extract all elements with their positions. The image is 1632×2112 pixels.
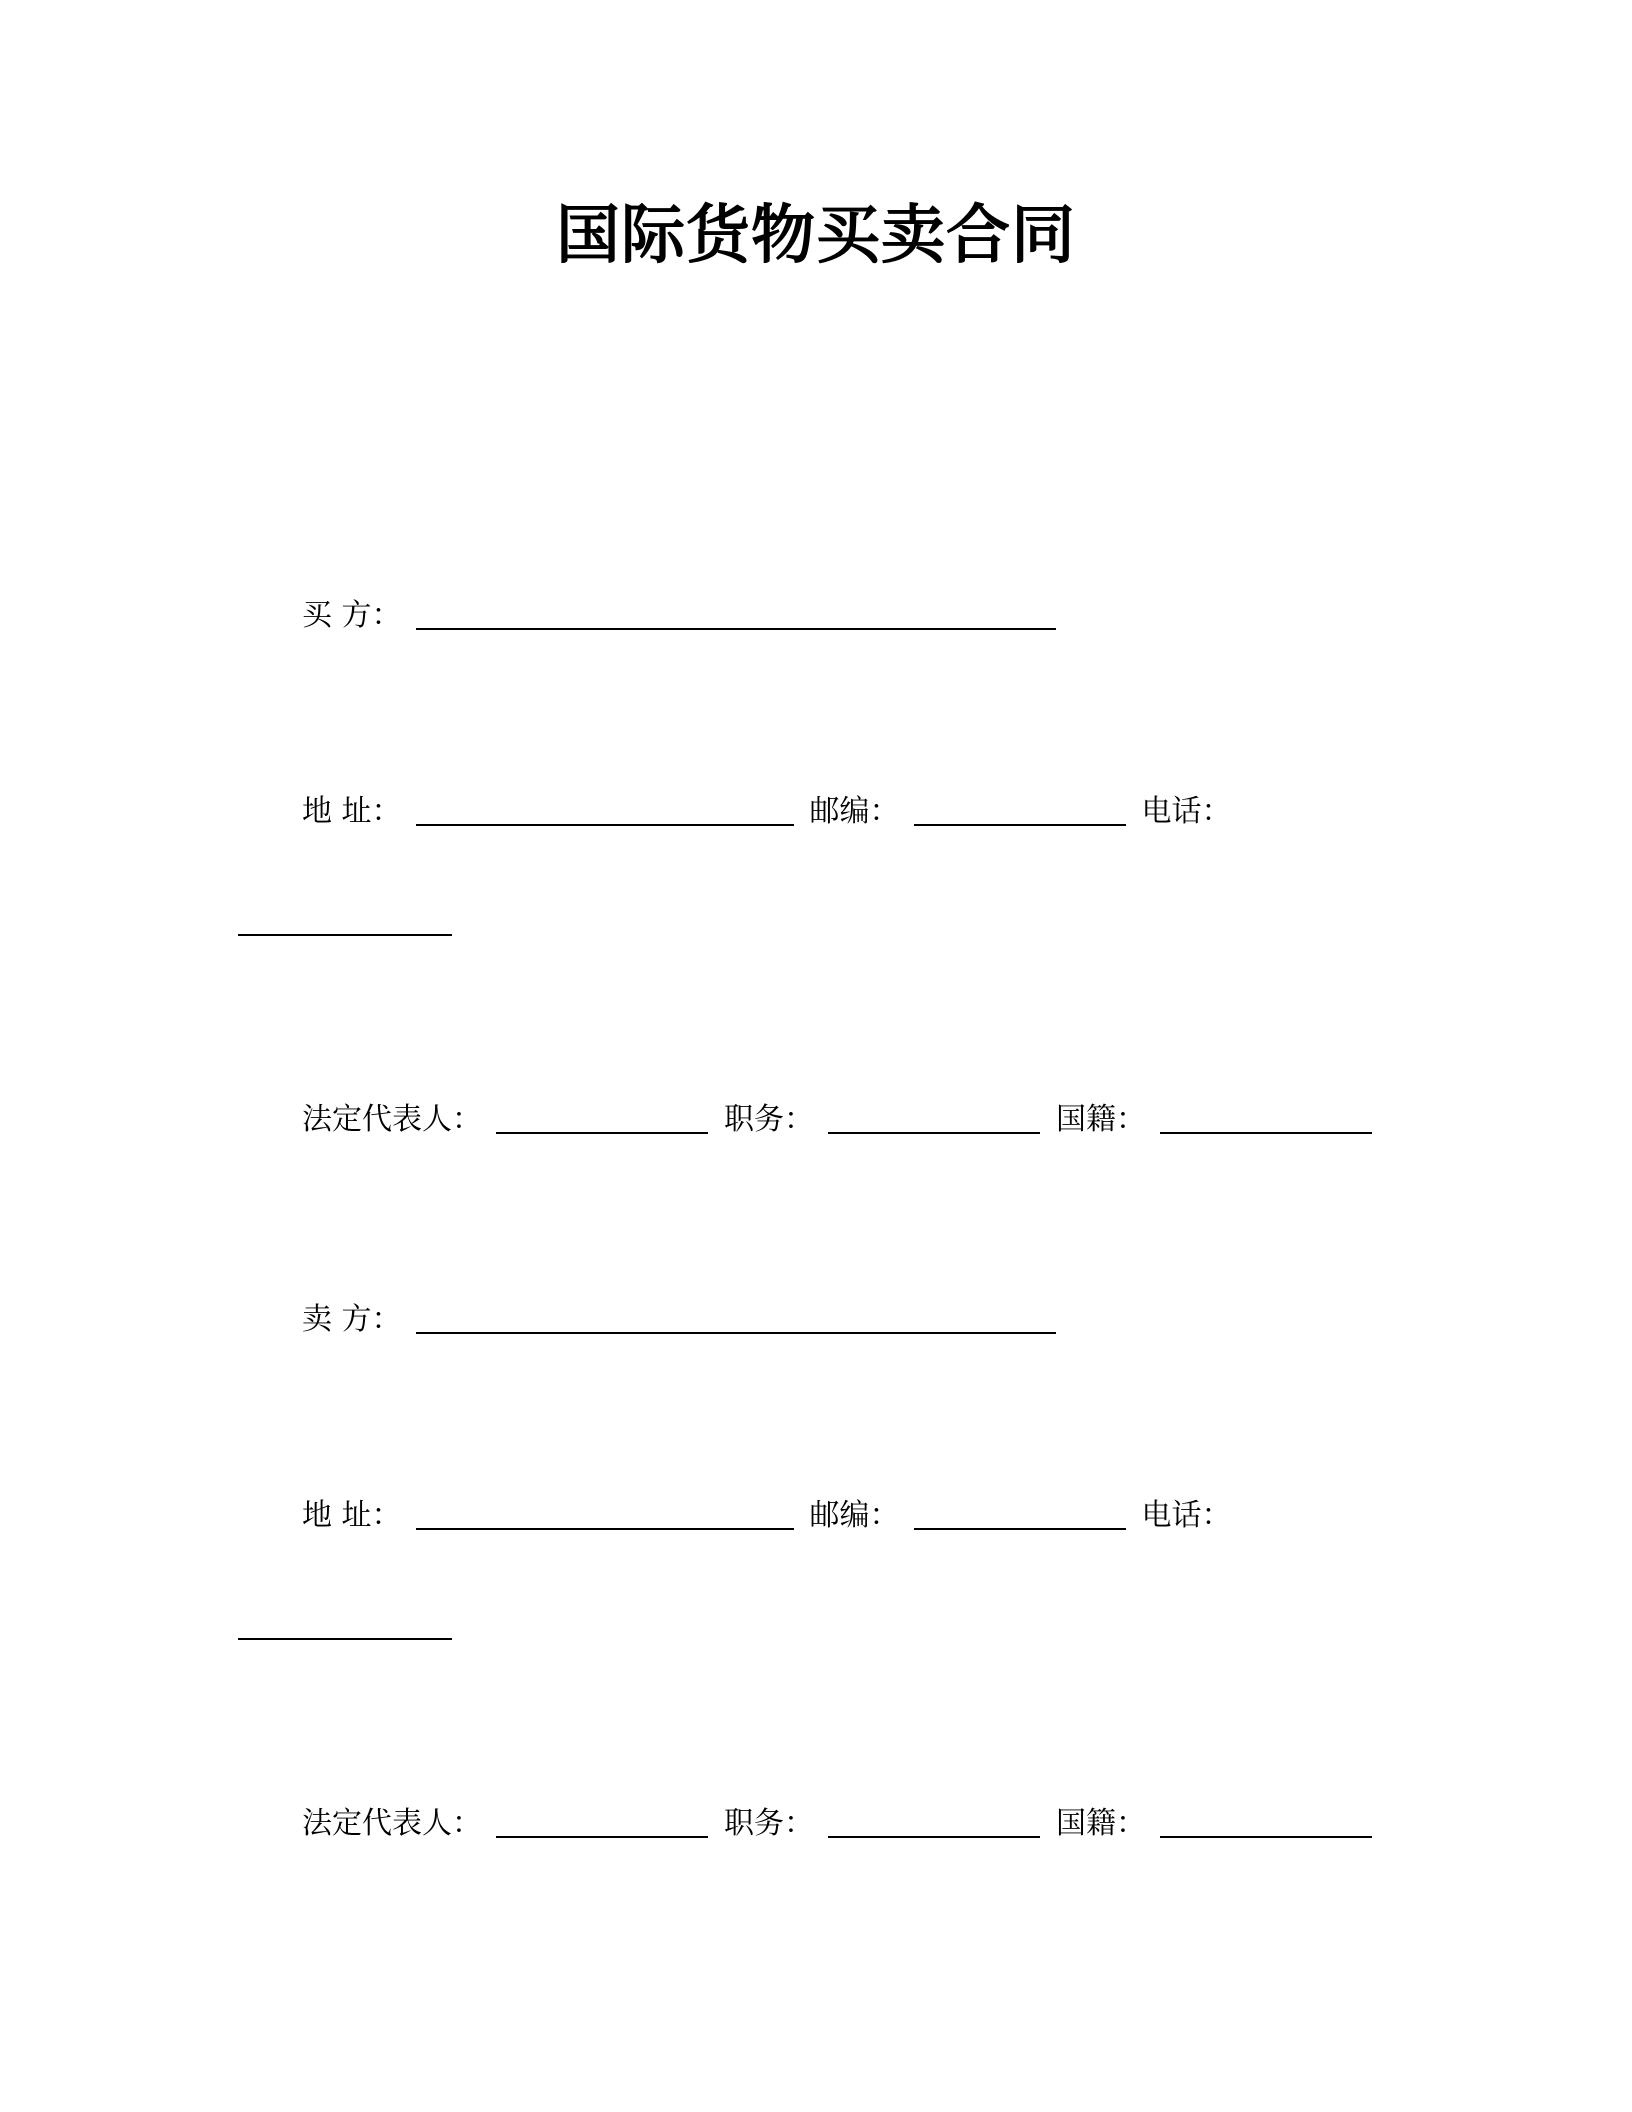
seller-rep-field[interactable]: [496, 1800, 708, 1838]
buyer-rep-label: 法定代表人：: [302, 1102, 482, 1137]
buyer-address-field[interactable]: [416, 788, 794, 826]
seller-address-label: 地 址：: [302, 1498, 402, 1533]
buyer-postcode-label: 邮编：: [809, 794, 900, 829]
seller-nationality-field[interactable]: [1160, 1800, 1372, 1838]
seller-position-field[interactable]: [828, 1800, 1040, 1838]
buyer-party-row: [302, 592, 1072, 636]
seller-party-label: 卖 方：: [302, 1302, 402, 1337]
buyer-phone-label: 电话：: [1141, 794, 1232, 829]
seller-rep-row: [302, 1800, 1388, 1844]
seller-postcode-label: 邮编：: [809, 1498, 900, 1533]
buyer-nationality-field[interactable]: [1160, 1096, 1372, 1134]
seller-party-field[interactable]: [416, 1296, 1056, 1334]
buyer-address-row: [302, 788, 1232, 832]
seller-phone-field[interactable]: [238, 1638, 452, 1640]
seller-address-row: [302, 1492, 1232, 1536]
seller-postcode-field[interactable]: [914, 1492, 1126, 1530]
seller-party-row: [302, 1296, 1072, 1340]
buyer-rep-row: [302, 1096, 1388, 1140]
buyer-nationality-label: 国籍：: [1056, 1102, 1146, 1137]
buyer-position-label: 职务：: [724, 1102, 814, 1137]
seller-phone-label: 电话：: [1141, 1498, 1232, 1533]
buyer-position-field[interactable]: [828, 1096, 1040, 1134]
buyer-party-label: 买 方：: [302, 598, 402, 633]
seller-rep-label: 法定代表人：: [302, 1806, 482, 1841]
seller-address-field[interactable]: [416, 1492, 794, 1530]
page-title: 国际货物买卖合同: [556, 199, 1076, 273]
buyer-postcode-field[interactable]: [914, 788, 1126, 826]
buyer-address-label: 地 址：: [302, 794, 402, 829]
buyer-party-field[interactable]: [416, 592, 1056, 630]
buyer-rep-field[interactable]: [496, 1096, 708, 1134]
seller-nationality-label: 国籍：: [1056, 1806, 1146, 1841]
seller-position-label: 职务：: [724, 1806, 814, 1841]
buyer-phone-field[interactable]: [238, 934, 452, 936]
